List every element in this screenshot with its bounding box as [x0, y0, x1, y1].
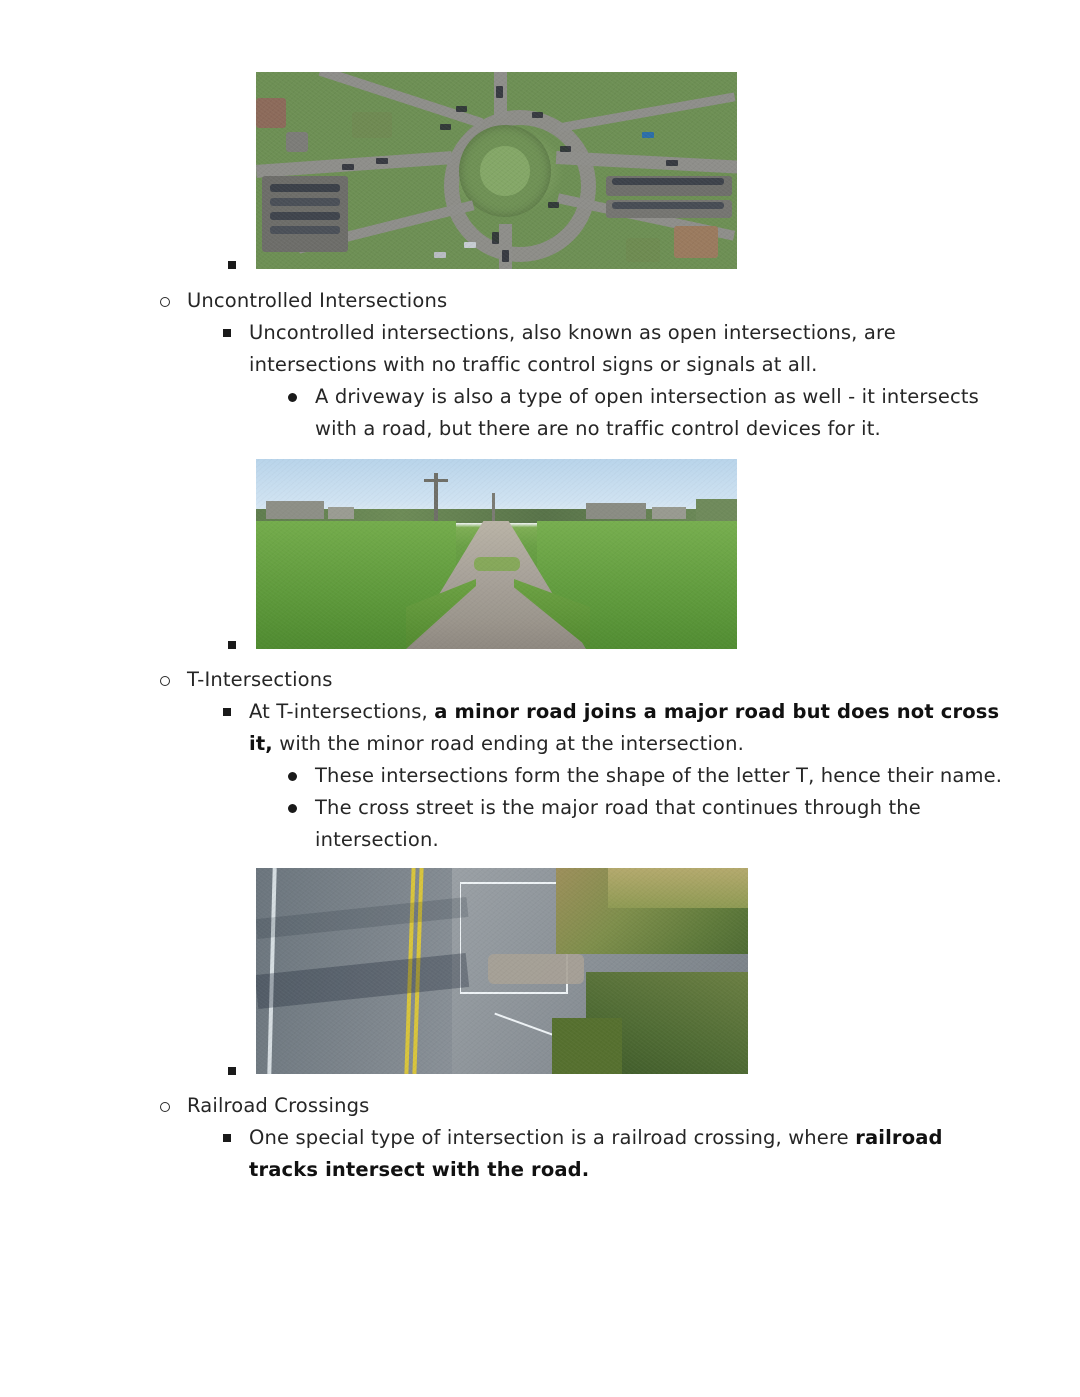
- text-driveway-note: A driveway is also a type of open intersection as well - it intersects with a road, but there are no traffic control devices for it.: [315, 385, 979, 440]
- aerial-photo-t-intersection-road: [256, 868, 748, 1074]
- text-railroad-emphasis: railroad tracks intersect with the road.: [249, 1126, 943, 1181]
- text-t-definition: [249, 696, 1011, 760]
- list-item-driveway-note: [283, 381, 1080, 445]
- figure-roundabout: [0, 72, 1080, 285]
- list-item-cross-street-note: [283, 792, 1080, 856]
- heading-uncontrolled-intersections: Uncontrolled Intersections: [187, 289, 448, 312]
- heading-t-intersections: T-Intersections: [187, 668, 333, 691]
- text-t-shape-note: These intersections form the shape of the letter T, hence their name.: [315, 764, 1003, 787]
- list-item-railroad-definition: [218, 1122, 1080, 1186]
- list-item-t-intersections: [155, 664, 1080, 696]
- text-t-definition-emphasis: a minor road joins a major road but does not cross it,: [249, 700, 1000, 755]
- text-railroad-definition: [249, 1122, 989, 1186]
- figure-t-intersection: [0, 868, 1080, 1090]
- text-railroad-part1: One special type of intersection is a railroad crossing, where: [249, 1126, 856, 1149]
- figure-uncontrolled: [0, 459, 1080, 664]
- bullet-square-icon: [228, 641, 236, 649]
- heading-railroad-crossings: Railroad Crossings: [187, 1094, 370, 1117]
- document-body: [0, 72, 1080, 1186]
- list-item-uncontrolled-intersections: [155, 285, 1080, 317]
- aerial-photo-roundabout-intersection: [256, 72, 737, 269]
- text-t-definition-part3: with the minor road ending at the intersection.: [272, 732, 744, 755]
- list-item-t-shape-note: [283, 760, 1080, 792]
- list-item-railroad-crossings: [155, 1090, 1080, 1122]
- bullet-square-icon: [228, 1067, 236, 1075]
- bullet-square-icon: [228, 261, 236, 269]
- text-t-definition-part1: At T-intersections,: [249, 700, 435, 723]
- text-uncontrolled-definition: Uncontrolled intersections, also known as open intersections, are intersections with no traffic control signs or signals at all.: [249, 321, 896, 376]
- photo-gravel-road-between-rice-fields: [256, 459, 737, 649]
- list-item-t-definition: [218, 696, 1080, 760]
- list-item-uncontrolled-definition: [218, 317, 1080, 381]
- text-cross-street-note: The cross street is the major road that continues through the intersection.: [315, 796, 921, 851]
